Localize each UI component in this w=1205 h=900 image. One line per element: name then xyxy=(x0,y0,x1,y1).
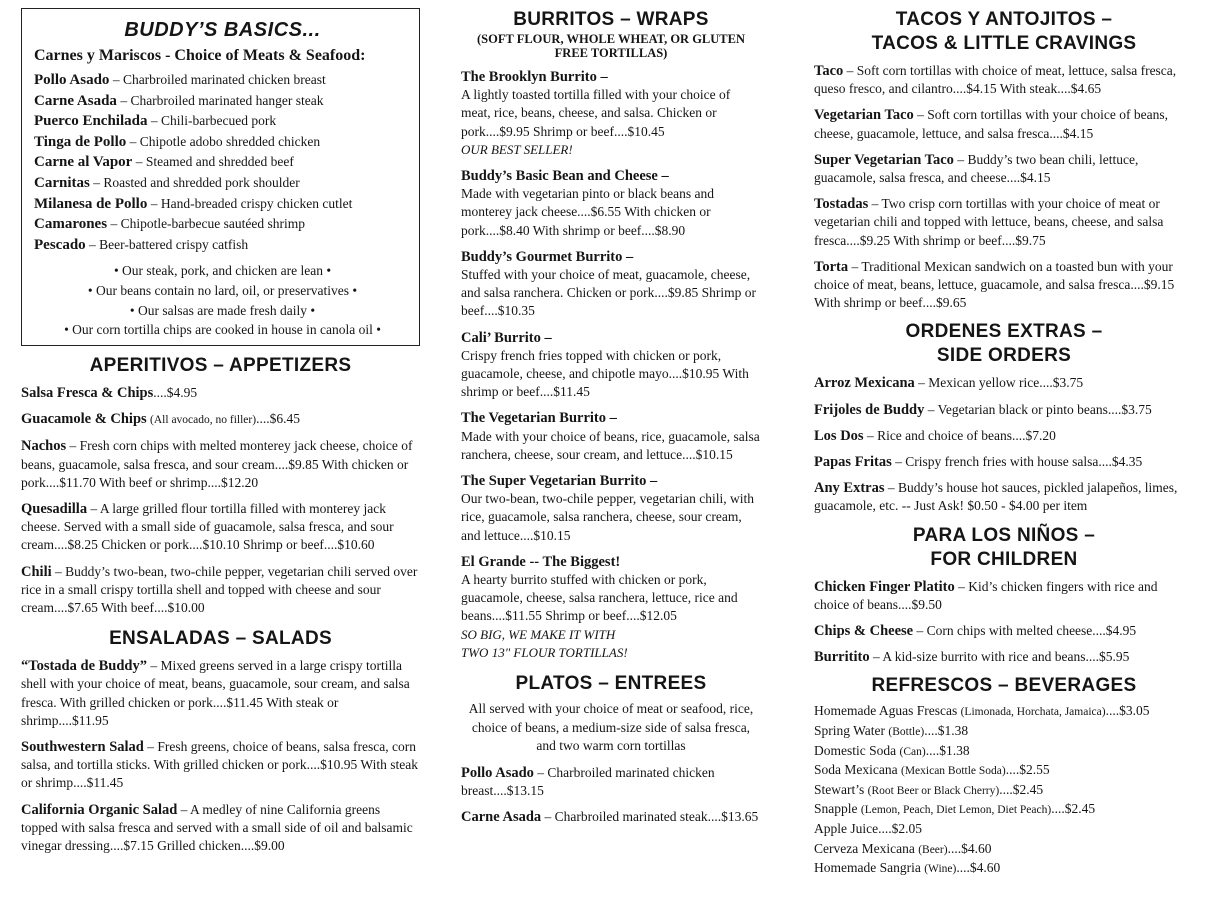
bev-name: Domestic Soda xyxy=(814,742,900,758)
bev-name: Soda Mexicana xyxy=(814,762,901,778)
menu-item xyxy=(814,195,1194,250)
item-desc: – Charbroiled marinated chicken breast....$13.15 xyxy=(461,764,715,798)
item-name: Cali’ Burrito – xyxy=(461,329,552,346)
bev-name: Cerveza Mexicana xyxy=(814,840,919,856)
item-name: Vegetarian Taco xyxy=(814,107,914,124)
item-desc: – Mixed greens served in a large crispy tortilla shell with your choice of meat, beans, guacamole, sour cream, and salsa fresca. With grilled chicken or pork....$11.45 With steak or shrimp....$11.95 xyxy=(21,658,410,728)
item-desc: Made with vegetarian pinto or black beans and monterey jack cheese....$6.55 With chicken or pork....$8.40 With shrimp or beef....$8.90 xyxy=(461,186,715,238)
item-name: Buddy’s Gourmet Burrito – xyxy=(461,248,634,265)
meat-name: Milanesa de Pollo xyxy=(34,195,148,212)
buddys-basics-box xyxy=(21,8,420,346)
menu-item xyxy=(461,553,761,662)
item-name: Buddy’s Basic Bean and Cheese – xyxy=(461,168,669,185)
menu-item xyxy=(814,62,1194,98)
item-name: Nachos xyxy=(21,438,67,455)
item-desc: A lightly toasted tortilla filled with your choice of meat, rice, beans, cheese, and salsa. Chicken or pork....$9.95 Shrimp or beef....$10.45 xyxy=(461,87,731,139)
meat-desc: – Charbroiled marinated chicken breast xyxy=(109,72,326,87)
item-name: Chili xyxy=(21,563,52,580)
meat-item xyxy=(34,214,411,235)
item-desc: A hearty burrito stuffed with chicken or pork, guacamole, cheese, salsa ranchera, lettuce, rice and beans....$11.55 Shrimp or beef....$12.05 xyxy=(461,572,738,624)
salads-title: ENSALADAS – SALADS xyxy=(109,628,332,650)
basics-note: • Our steak, pork, and chicken are lean • xyxy=(113,263,332,279)
meat-desc: – Hand-breaded crispy chicken cutlet xyxy=(147,195,353,211)
menu-item xyxy=(814,427,1194,445)
item-name: Torta xyxy=(814,258,849,275)
item-desc: Crispy french fries topped with chicken or pork, guacamole, cheese, and chipotle mayo....$10.95 With shrimp or beef....$11.45 xyxy=(461,347,749,400)
menu-item xyxy=(461,472,761,545)
item-desc: ....$6.45 xyxy=(256,411,300,427)
item-desc: – Crispy french fries with house salsa....$4.35 xyxy=(891,454,1143,470)
basics-note: • Our beans contain no lard, oil, or preservatives • xyxy=(87,282,358,298)
meat-desc: – Chili-barbecued pork xyxy=(147,113,277,129)
item-tagline: OUR BEST SELLER! xyxy=(461,141,573,157)
menu-item xyxy=(814,106,1194,142)
item-name: Any Extras xyxy=(814,480,885,497)
basics-note: • Our salsas are made fresh daily • xyxy=(129,302,316,318)
item-name: Tostadas xyxy=(814,196,869,213)
item-desc: Stuffed with your choice of meat, guacamole, cheese, and salsa ranchera. Chicken or pork....$9.85 Shrimp or beef....$10.35 xyxy=(461,267,757,319)
bev-name: Apple Juice xyxy=(814,821,879,837)
item-desc: – Buddy’s two-bean, two-chile pepper, vegetarian chili served over rice in a small crispy tortilla shell and topped with cheese and sour cream....$7.65 With beef....$10.00 xyxy=(21,563,418,616)
menu-item xyxy=(461,329,761,402)
meat-name: Tinga de Pollo xyxy=(34,133,127,150)
bev-price: ....$2.45 xyxy=(1051,801,1096,817)
bev-name: Spring Water xyxy=(814,723,889,739)
meat-item xyxy=(34,194,411,215)
bev-note: (Lemon, Peach, Diet Lemon, Diet Peach) xyxy=(860,804,1052,817)
item-name: Salsa Fresca & Chips xyxy=(21,385,154,401)
item-name: El Grande -- The Biggest! xyxy=(461,553,621,570)
item-name: Frijoles de Buddy xyxy=(814,401,925,418)
bev-price: ....$4.60 xyxy=(947,840,992,856)
bev-price: ....$2.05 xyxy=(878,821,922,837)
item-desc: – Rice and choice of beans....$7.20 xyxy=(863,427,1056,443)
sides-title: ORDENES EXTRAS – xyxy=(905,321,1103,343)
menu-item xyxy=(461,68,761,159)
bev-note: (Beer) xyxy=(918,843,948,856)
item-desc: – Traditional Mexican sandwich on a toasted bun with your choice of meat, beans, lettuce, guacamole, and salsa fresca....$9.15 With shrimp or beef....$9.65 xyxy=(814,258,1175,311)
column-middle xyxy=(461,8,761,826)
sides-title-english: SIDE ORDERS xyxy=(936,345,1072,367)
item-tagline: TWO 13" FLOUR TORTILLAS! xyxy=(461,644,628,660)
meat-desc: – Steamed and shredded beef xyxy=(132,154,294,170)
beverage-item xyxy=(814,702,1194,722)
item-name: The Brooklyn Burrito – xyxy=(461,69,608,85)
meat-name: Pollo Asado xyxy=(34,72,110,88)
menu-item xyxy=(21,563,420,618)
item-desc: – Buddy’s two bean chili, lettuce, guacamole, salsa fresca, and cheese....$4.15 xyxy=(814,151,1139,186)
menu-item xyxy=(814,648,1194,666)
menu-item xyxy=(814,258,1194,313)
item-desc: – Buddy’s house hot sauces, pickled jalapeños, limes, guacamole, etc. -- Just Ask! $0.50 - $4.00 per item xyxy=(814,480,1178,514)
item-note: (All avocado, no filler) xyxy=(150,414,257,427)
item-name: Taco xyxy=(814,63,844,79)
menu-item xyxy=(461,764,761,800)
appetizers-title: APERITIVOS – APPETIZERS xyxy=(89,355,352,376)
column-right xyxy=(814,8,1194,879)
meat-name: Pescado xyxy=(34,236,86,253)
menu-item xyxy=(21,500,420,555)
children-title-english: FOR CHILDREN xyxy=(930,548,1078,570)
menu-item xyxy=(21,384,420,402)
bev-note: (Limonada, Horchata, Jamaica) xyxy=(960,706,1106,719)
children-title: PARA LOS NIÑOS – xyxy=(912,524,1096,546)
bev-name: Stewart’s xyxy=(814,781,868,797)
bev-price: ....$2.55 xyxy=(1005,762,1050,778)
menu-item xyxy=(21,437,420,492)
menu-item xyxy=(21,410,420,429)
menu-item xyxy=(814,453,1194,471)
item-name: Guacamole & Chips xyxy=(21,411,147,428)
menu-item xyxy=(814,479,1194,515)
meat-name: Carne Asada xyxy=(34,92,117,109)
beverage-item xyxy=(814,722,1194,742)
item-desc: Our two-bean, two-chile pepper, vegetarian chili, with rice, guacamole, salsa ranchera, cheese, sour cream, and lettuce....$10.15 xyxy=(461,491,754,543)
item-tagline: SO BIG, WE MAKE IT WITH xyxy=(461,626,616,642)
burritos-subtitle: (SOFT FLOUR, WHOLE WHEAT, OR GLUTEN FREE TORTILLAS) xyxy=(477,32,745,60)
meat-name: Carne al Vapor xyxy=(34,154,133,171)
item-name: The Super Vegetarian Burrito – xyxy=(461,473,658,490)
beverages-title: REFRESCOS – BEVERAGES xyxy=(871,675,1137,697)
item-desc: – A large grilled flour tortilla filled with monterey jack cheese. Served with a small side of guacamole, salsa fresca, and sour cream....$8.25 Chicken or pork....$10.10 Shrimp or beef....$10.60 xyxy=(21,501,394,553)
item-desc: – Two crisp corn tortillas with your choice of meat or vegetarian chili and topped with lettuce, beans, cheese, and salsa fresca....$9.25 With shrimp or beef....$9.75 xyxy=(814,196,1164,248)
beverage-list xyxy=(814,702,1194,878)
meat-item xyxy=(34,111,411,132)
beverage-item xyxy=(814,859,1194,879)
meat-desc: – Charbroiled marinated hanger steak xyxy=(116,92,324,108)
menu-item xyxy=(461,167,761,240)
beverage-item xyxy=(814,840,1194,860)
beverage-item xyxy=(814,761,1194,781)
item-desc: – Charbroiled marinated steak....$13.65 xyxy=(541,809,759,824)
item-desc: – Corn chips with melted cheese....$4.95 xyxy=(913,623,1137,639)
bev-note: (Bottle) xyxy=(888,726,925,739)
meat-item xyxy=(34,173,411,194)
item-name: Chicken Finger Platito xyxy=(814,578,955,595)
bev-price: ....$4.60 xyxy=(956,860,1001,876)
meat-name: Carnitas xyxy=(34,174,90,191)
basics-notes xyxy=(34,261,411,339)
item-name: Super Vegetarian Taco xyxy=(814,151,954,168)
bev-note: (Can) xyxy=(899,745,926,758)
burritos-title: BURRITOS – WRAPS xyxy=(513,9,709,30)
menu-item xyxy=(814,374,1194,392)
bev-note: (Root Beer or Black Cherry) xyxy=(867,784,1000,797)
meat-desc: – Roasted and shredded pork shoulder xyxy=(89,174,300,190)
basics-note: • Our corn tortilla chips are cooked in house in canola oil • xyxy=(64,322,381,338)
meat-desc: – Chipotle-barbecue sautéed shrimp xyxy=(107,216,306,232)
meat-item xyxy=(34,132,411,153)
item-name: California Organic Salad xyxy=(21,801,178,818)
item-name: Burritito xyxy=(814,649,870,666)
item-name: Carne Asada xyxy=(461,809,542,825)
beverage-item xyxy=(814,800,1194,820)
menu-item xyxy=(461,248,761,321)
beverage-item xyxy=(814,781,1194,801)
item-name: Los Dos xyxy=(814,427,864,444)
menu-item xyxy=(461,808,761,826)
meat-item xyxy=(34,152,411,173)
tacos-title: TACOS Y ANTOJITOS – xyxy=(895,9,1113,30)
item-desc: ....$4.95 xyxy=(153,385,198,400)
item-desc: – Fresh greens, choice of beans, salsa fresca, corn salsa, and tortilla sticks. With grilled chicken or pork....$10.95 With steak or shrimp....$11.45 xyxy=(21,739,418,791)
basics-title: BUDDY’S BASICS... xyxy=(124,19,321,41)
item-name: The Vegetarian Burrito – xyxy=(461,410,617,427)
item-name: Pollo Asado xyxy=(461,764,534,781)
meat-item xyxy=(34,235,411,256)
bev-price: ....$1.38 xyxy=(925,742,970,758)
item-name: Arroz Mexicana xyxy=(814,375,915,392)
bev-name: Homemade Sangria xyxy=(814,860,925,876)
bev-name: Homemade Aguas Frescas xyxy=(814,703,961,719)
meat-item xyxy=(34,91,411,112)
item-desc: – Kid’s chicken fingers with rice and choice of beans....$9.50 xyxy=(814,578,1158,612)
beverage-item xyxy=(814,820,1194,840)
item-name: Quesadilla xyxy=(21,501,88,518)
beverage-item xyxy=(814,742,1194,762)
bev-note: (Mexican Bottle Soda) xyxy=(900,765,1006,778)
item-desc: – A kid-size burrito with rice and beans....$5.95 xyxy=(869,649,1130,665)
bev-price: ....$2.45 xyxy=(999,781,1044,797)
bev-price: ....$3.05 xyxy=(1105,703,1150,719)
item-desc: – Vegetarian black or pinto beans....$3.75 xyxy=(924,401,1152,417)
item-name: Southwestern Salad xyxy=(21,739,144,756)
item-desc: – A medley of nine California greens topped with salsa fresca and served with a small side of oil and balsamic vinegar dressing....$7.15 Grilled chicken....$9.00 xyxy=(21,801,413,854)
item-desc: – Soft corn tortillas with choice of meat, lettuce, salsa fresca, queso fresco, and cilantro....$4.15 With steak....$4.65 xyxy=(814,63,1177,97)
meat-desc: – Chipotle adobo shredded chicken xyxy=(126,133,321,149)
menu-item xyxy=(21,801,420,856)
meat-name: Puerco Enchilada xyxy=(34,113,148,130)
column-left xyxy=(21,8,420,855)
item-name: Chips & Cheese xyxy=(814,623,914,640)
entrees-intro: All served with your choice of meat or seafood, rice, choice of beans, a medium-size side of salsa fresca, and two warm corn tortillas xyxy=(468,701,754,754)
menu-item xyxy=(814,151,1194,187)
menu-item xyxy=(21,738,420,793)
meat-desc: – Beer-battered crispy catfish xyxy=(85,236,249,252)
item-desc: – Soft corn tortillas with your choice of beans, cheese, guacamole, lettuce, and salsa fresca....$4.15 xyxy=(814,107,1168,141)
item-name: Papas Fritas xyxy=(814,454,892,471)
menu-item xyxy=(814,401,1194,419)
basics-subtitle: Carnes y Mariscos - Choice of Meats & Seafood: xyxy=(34,47,366,64)
meat-name: Camarones xyxy=(34,216,108,233)
item-desc: Made with your choice of beans, rice, guacamole, salsa ranchera, cheese, sour cream, and lettuce....$10.15 xyxy=(461,428,760,462)
menu-item xyxy=(461,409,761,464)
meat-item xyxy=(34,70,411,91)
bev-note: (Wine) xyxy=(924,863,957,876)
item-desc: – Mexican yellow rice....$3.75 xyxy=(914,375,1084,391)
tacos-title-english: TACOS & LITTLE CRAVINGS xyxy=(871,33,1137,54)
item-desc: – Fresh corn chips with melted monterey jack cheese, choice of beans, guacamole, salsa fresca, and sour cream....$9.85 With chicken or pork....$11.70 With beef or shrimp....$12.20 xyxy=(21,438,413,490)
menu-item xyxy=(814,578,1194,614)
bev-price: ....$1.38 xyxy=(924,723,969,739)
item-name: “Tostada de Buddy” xyxy=(21,658,147,675)
menu-item xyxy=(814,622,1194,640)
entrees-title: PLATOS – ENTREES xyxy=(515,673,707,695)
menu-item xyxy=(21,657,420,730)
bev-name: Snapple xyxy=(814,801,861,817)
